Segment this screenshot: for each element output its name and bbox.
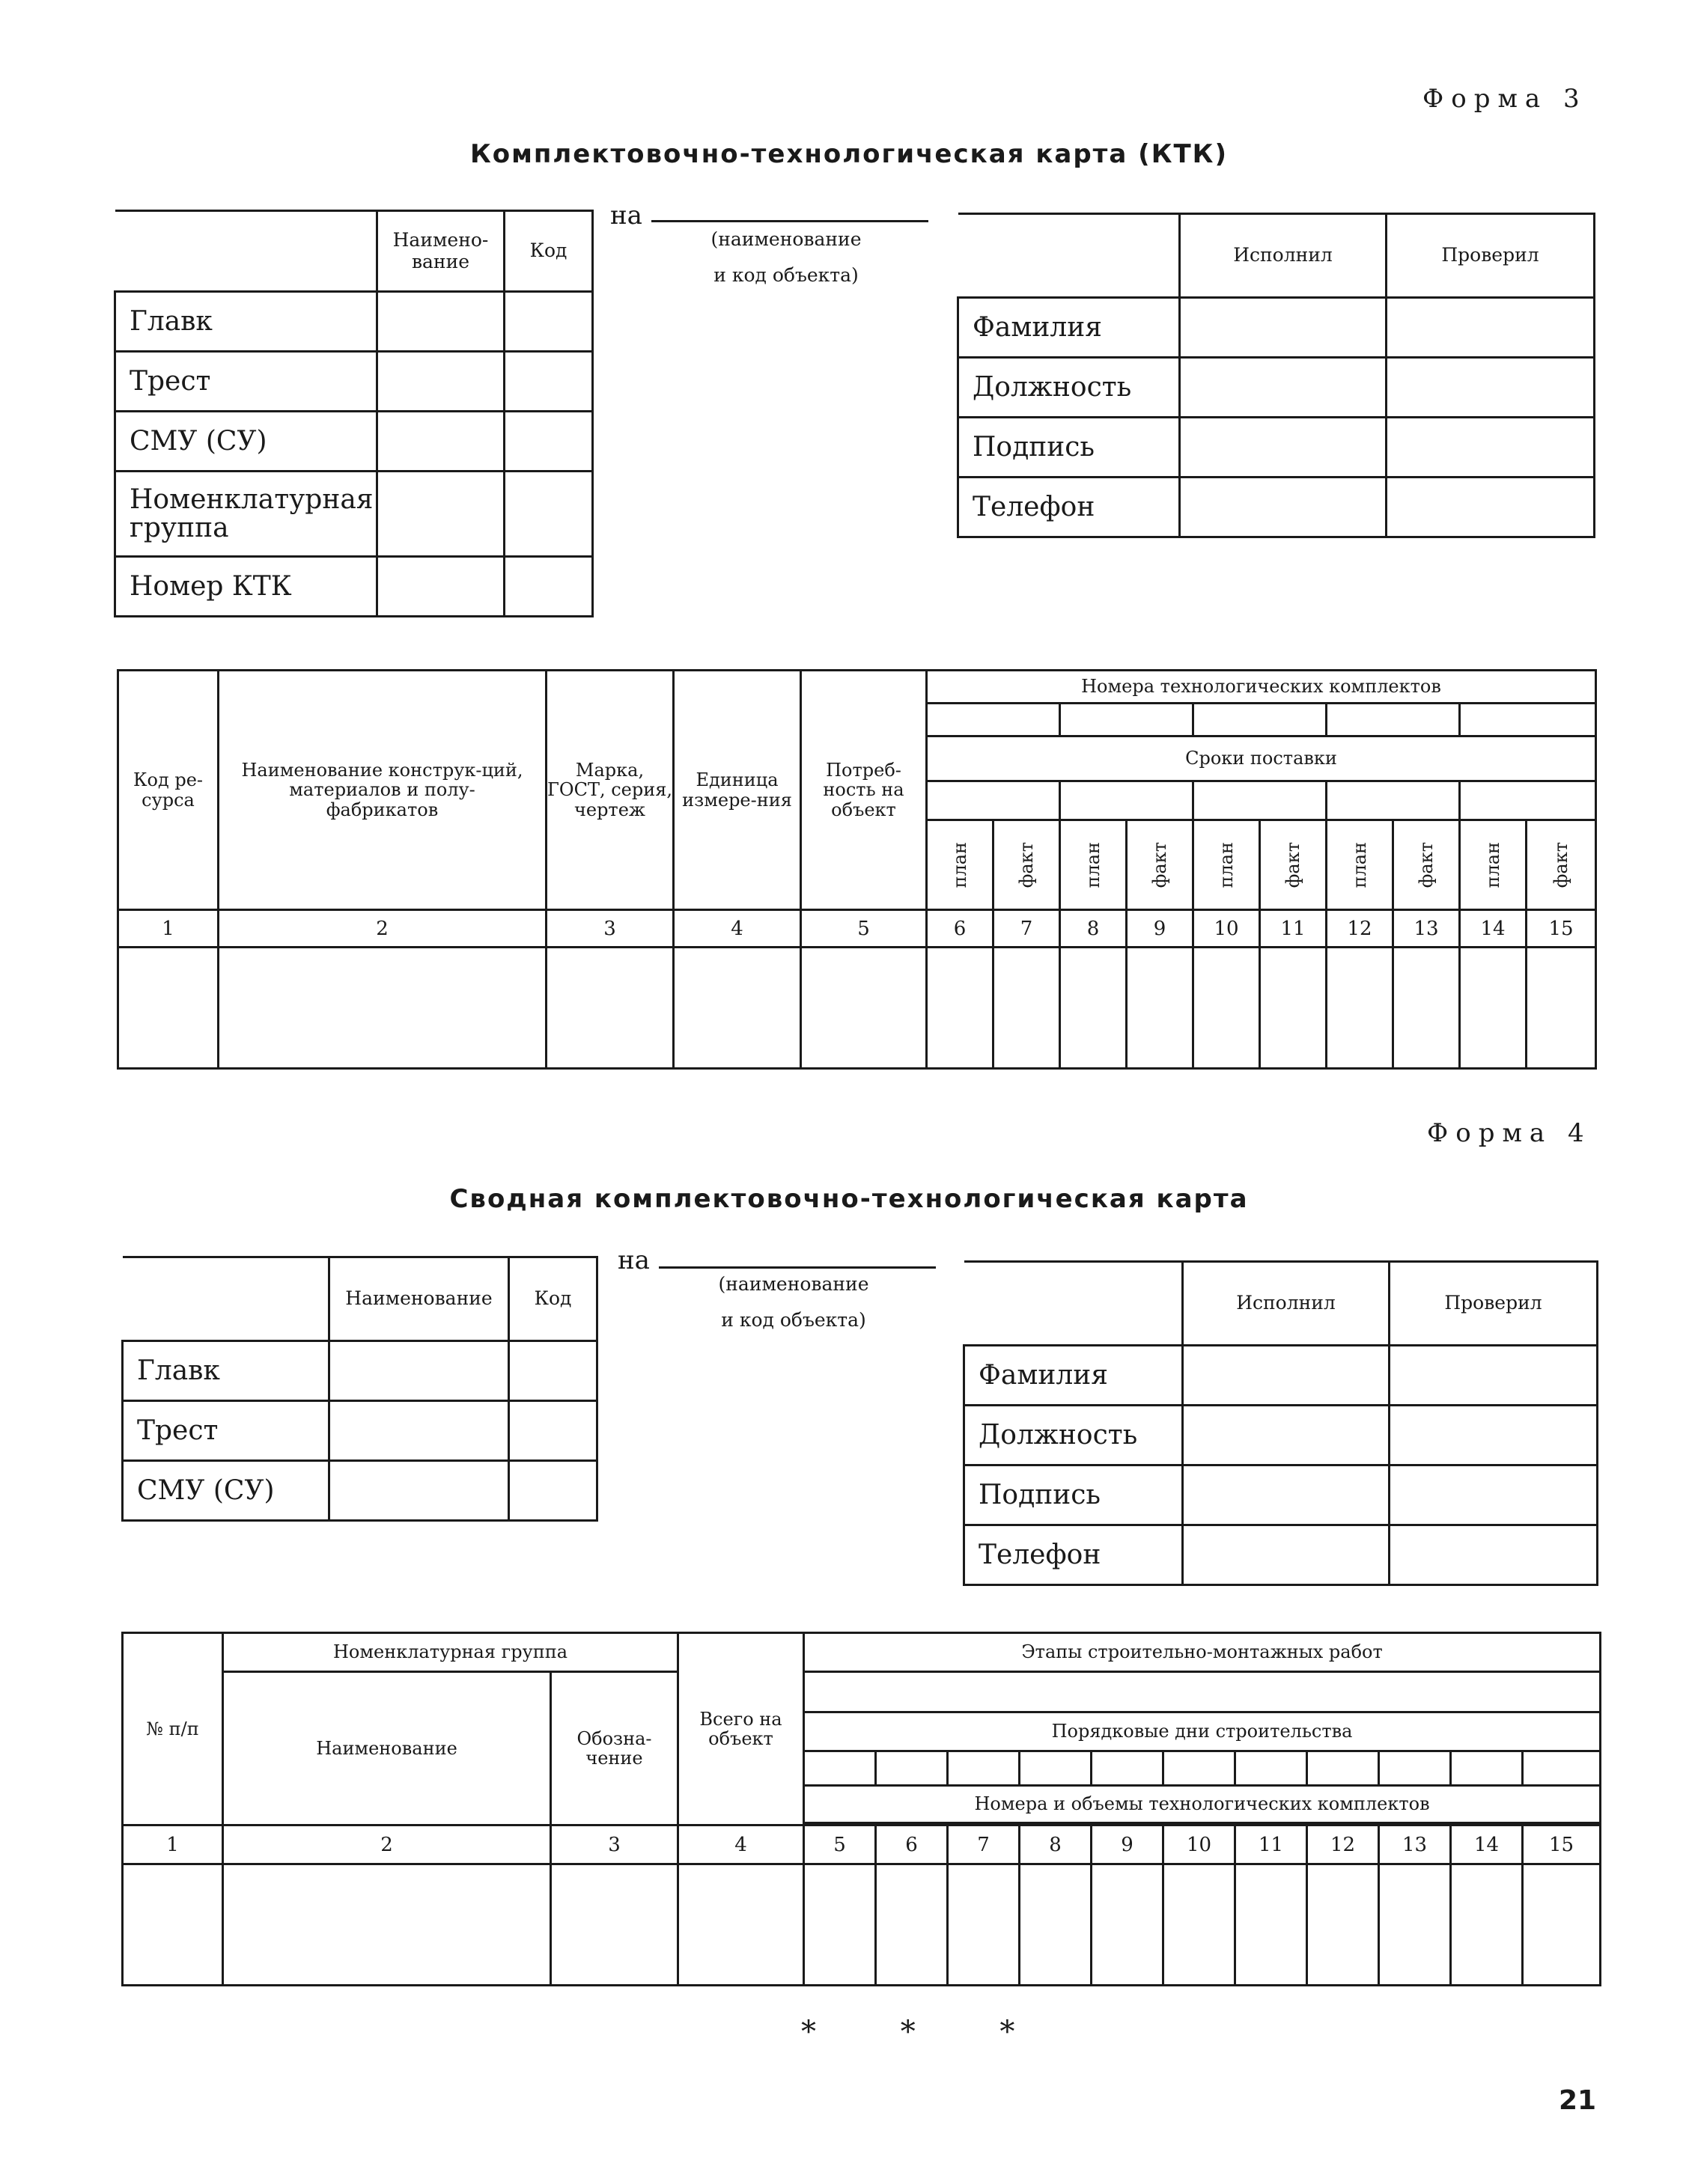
- page-number: 21: [1559, 2085, 1597, 2116]
- form3-kit-number-cell[interactable]: [1193, 704, 1327, 736]
- form4-day-cell[interactable]: [1092, 1751, 1163, 1786]
- form4-day-cell[interactable]: [804, 1751, 876, 1786]
- form4-sign-col-checked: Проверил: [1390, 1262, 1598, 1346]
- form4-sign-cell[interactable]: [1183, 1525, 1390, 1585]
- form4-col-number: 12: [1307, 1825, 1379, 1864]
- form3-fact-label: факт: [1282, 841, 1303, 888]
- form3-org-row: Номенклатурная группа: [115, 472, 377, 557]
- form3-sign-cell[interactable]: [1387, 358, 1595, 418]
- form4-main-table: [121, 1632, 1601, 1986]
- form4-data-cell[interactable]: [1379, 1864, 1451, 1986]
- form4-col-number: 1: [123, 1825, 223, 1864]
- form3-fact-label: факт: [1149, 841, 1170, 888]
- form3-data-cell[interactable]: [118, 948, 219, 1069]
- form4-day-cell[interactable]: [1020, 1751, 1092, 1786]
- form4-sign-row: Фамилия: [964, 1346, 1183, 1406]
- form3-kit-number-cell[interactable]: [1460, 704, 1596, 736]
- form3-data-cell[interactable]: [993, 948, 1060, 1069]
- form3-sign-cell[interactable]: [1180, 418, 1387, 478]
- form3-col-code: Код ре-сурса: [118, 671, 219, 910]
- form3-sign-cell[interactable]: [1180, 358, 1387, 418]
- form4-object-caption: (наименование и код объекта): [718, 1273, 869, 1331]
- form3-term-cell: [1193, 781, 1327, 820]
- form3-data-cell[interactable]: [219, 948, 547, 1069]
- form3-kit-number-cell[interactable]: [927, 704, 1060, 736]
- form4-data-cell[interactable]: [223, 1864, 551, 1986]
- form3-term-cell: [1460, 781, 1596, 820]
- form3-col-number: 3: [547, 910, 674, 948]
- form4-sign-row: Подпись: [964, 1465, 1183, 1525]
- form4-data-cell[interactable]: [1523, 1864, 1601, 1986]
- form4-sign-cell[interactable]: [1390, 1525, 1598, 1585]
- form4-col-designation: Обозна-чение: [551, 1672, 678, 1825]
- form3-sign-cell[interactable]: [1387, 418, 1595, 478]
- form4-col-number: 13: [1379, 1825, 1451, 1864]
- form4-org-row: СМУ (СУ): [123, 1461, 329, 1521]
- form3-term-cell: [1327, 781, 1460, 820]
- form3-col-number: 6: [927, 910, 993, 948]
- form4-col-number: 11: [1235, 1825, 1307, 1864]
- form3-group-numbers: Номера технологических комплектов: [927, 671, 1596, 704]
- form3-term-cell: [1060, 781, 1193, 820]
- form4-sign-table: [963, 1260, 1598, 1586]
- form3-fact-label: факт: [1416, 841, 1437, 888]
- form3-org-col-code: Код: [505, 211, 593, 292]
- form4-org-cell[interactable]: [509, 1401, 597, 1461]
- form4-data-cell[interactable]: [804, 1864, 876, 1986]
- form3-col-number: 12: [1327, 910, 1393, 948]
- form4-col-number: 6: [876, 1825, 948, 1864]
- form4-day-cell[interactable]: [876, 1751, 948, 1786]
- form3-col-number: 7: [993, 910, 1060, 948]
- form3-data-cell[interactable]: [1260, 948, 1327, 1069]
- form3-sign-row: Телефон: [958, 478, 1180, 537]
- form3-org-cell[interactable]: [377, 472, 505, 557]
- form4-day-cell[interactable]: [1235, 1751, 1307, 1786]
- form4-col-total: Всего на объект: [678, 1633, 804, 1825]
- form3-sign-row: Фамилия: [958, 298, 1180, 358]
- form3-org-row: Главк: [115, 292, 377, 352]
- form4-sign-cell[interactable]: [1183, 1465, 1390, 1525]
- form3-col-number: 2: [219, 910, 547, 948]
- form3-org-cell[interactable]: [505, 352, 593, 412]
- form4-org-col-code: Код: [509, 1257, 597, 1341]
- form3-main-table: [117, 669, 1597, 1070]
- form3-org-row: СМУ (СУ): [115, 412, 377, 472]
- form4-data-cell[interactable]: [1451, 1864, 1523, 1986]
- form3-sign-row: Подпись: [958, 418, 1180, 478]
- form3-org-table: [114, 210, 594, 617]
- form4-org-cell[interactable]: [509, 1461, 597, 1521]
- form4-col-number: 2: [223, 1825, 551, 1864]
- form3-label: Форма 3: [1422, 84, 1587, 114]
- form3-sign-row: Должность: [958, 358, 1180, 418]
- form4-data-cell[interactable]: [876, 1864, 948, 1986]
- form4-col-number: 8: [1020, 1825, 1092, 1864]
- form4-sign-cell[interactable]: [1390, 1406, 1598, 1465]
- form3-sign-cell[interactable]: [1387, 298, 1595, 358]
- form3-col-unit: Единица измере-ния: [674, 671, 801, 910]
- form4-label: Форма 4: [1427, 1118, 1592, 1148]
- form3-col-number: 14: [1460, 910, 1527, 948]
- form3-org-cell[interactable]: [377, 292, 505, 352]
- form3-data-cell[interactable]: [1193, 948, 1260, 1069]
- form3-col-number: 4: [674, 910, 801, 948]
- form3-org-cell[interactable]: [377, 352, 505, 412]
- form4-sign-row: Должность: [964, 1406, 1183, 1465]
- form3-org-cell[interactable]: [377, 557, 505, 617]
- form4-col-number: 5: [804, 1825, 876, 1864]
- form3-col-number: 9: [1127, 910, 1193, 948]
- form3-col-number: 13: [1393, 910, 1460, 948]
- form3-col-mark: Марка, ГОСТ, серия, чертеж: [547, 671, 674, 910]
- form3-data-cell[interactable]: [1060, 948, 1127, 1069]
- form4-na: на: [618, 1245, 650, 1275]
- form4-org-row: Трест: [123, 1401, 329, 1461]
- form4-day-cell[interactable]: [1523, 1751, 1601, 1786]
- form4-group-stages: Этапы строительно-монтажных работ: [804, 1633, 1601, 1672]
- form4-sign-cell[interactable]: [1390, 1465, 1598, 1525]
- form3-data-cell[interactable]: [674, 948, 801, 1069]
- form3-data-cell[interactable]: [801, 948, 927, 1069]
- form3-sign-cell[interactable]: [1387, 478, 1595, 537]
- form3-data-cell[interactable]: [1527, 948, 1596, 1069]
- form3-na: на: [610, 201, 642, 231]
- form4-group-kits: Номера и объемы технологических комплектов: [804, 1786, 1601, 1823]
- form4-data-cell[interactable]: [1092, 1864, 1163, 1986]
- form4-sign-cell[interactable]: [1390, 1346, 1598, 1406]
- form4-data-cell[interactable]: [678, 1864, 804, 1986]
- form3-sign-cell[interactable]: [1180, 298, 1387, 358]
- form4-org-cell[interactable]: [329, 1341, 509, 1401]
- form4-day-cell[interactable]: [1451, 1751, 1523, 1786]
- form3-org-cell[interactable]: [377, 412, 505, 472]
- form4-day-cell[interactable]: [948, 1751, 1020, 1786]
- form4-data-cell[interactable]: [123, 1864, 223, 1986]
- form3-plan-label: план: [1216, 841, 1237, 888]
- form3-data-cell[interactable]: [1393, 948, 1460, 1069]
- form4-title: Сводная комплектовочно-технологическая карта: [449, 1184, 1249, 1214]
- form3-col-number: 5: [801, 910, 927, 948]
- form3-org-col-name: Наимено-вание: [377, 211, 505, 292]
- section-separator: * * *: [801, 2015, 1053, 2049]
- form4-data-cell[interactable]: [1235, 1864, 1307, 1986]
- form3-object-caption: (наименование и код объекта): [710, 228, 862, 286]
- form3-col-number: 15: [1527, 910, 1596, 948]
- form4-day-cell[interactable]: [1307, 1751, 1379, 1786]
- form4-col-number: 15: [1523, 1825, 1601, 1864]
- form3-org-cell[interactable]: [505, 292, 593, 352]
- form3-plan-label: план: [1482, 841, 1503, 888]
- form3-plan-label: план: [1083, 841, 1104, 888]
- form4-org-row: Главк: [123, 1341, 329, 1401]
- form3-data-cell[interactable]: [1460, 948, 1527, 1069]
- form4-data-cell[interactable]: [948, 1864, 1020, 1986]
- form3-kit-number-cell[interactable]: [1327, 704, 1460, 736]
- form4-group-nomen: Номенклатурная группа: [223, 1633, 678, 1672]
- form4-col-number: 4: [678, 1825, 804, 1864]
- form3-title: Комплектовочно-технологическая карта (КТК): [469, 139, 1229, 169]
- form3-data-cell[interactable]: [547, 948, 674, 1069]
- form3-sign-col-done: Исполнил: [1180, 214, 1387, 298]
- form4-day-cell[interactable]: [1163, 1751, 1235, 1786]
- form4-group-days: Порядковые дни строительства: [804, 1712, 1601, 1751]
- form3-org-cell[interactable]: [505, 472, 593, 557]
- form4-sign-cell[interactable]: [1183, 1406, 1390, 1465]
- form3-col-number: 8: [1060, 910, 1127, 948]
- form4-col-number: 14: [1451, 1825, 1523, 1864]
- form4-col-number: 7: [948, 1825, 1020, 1864]
- form4-sign-cell[interactable]: [1183, 1346, 1390, 1406]
- form4-org-table: [121, 1256, 598, 1522]
- form4-org-col-name: Наименование: [329, 1257, 509, 1341]
- form4-org-cell[interactable]: [329, 1461, 509, 1521]
- form3-col-number: 1: [118, 910, 219, 948]
- form4-col-number: 3: [551, 1825, 678, 1864]
- form3-fact-label: факт: [1551, 841, 1571, 888]
- form4-col-number: 9: [1092, 1825, 1163, 1864]
- form4-stage-cell[interactable]: [804, 1672, 1601, 1712]
- form4-day-cell[interactable]: [1379, 1751, 1451, 1786]
- form3-org-cell[interactable]: [505, 557, 593, 617]
- form3-col-name: Наименование конструк-ций, материалов и полу-фабрикатов: [219, 671, 547, 910]
- form4-col-num: № п/п: [123, 1633, 223, 1825]
- form3-sign-cell[interactable]: [1180, 478, 1387, 537]
- form3-kit-number-cell[interactable]: [1060, 704, 1193, 736]
- form3-org-row: Трест: [115, 352, 377, 412]
- form4-data-cell[interactable]: [1163, 1864, 1235, 1986]
- form3-col-number: 10: [1193, 910, 1260, 948]
- form3-col-number: 11: [1260, 910, 1327, 948]
- form3-col-need: Потреб-ность на объект: [801, 671, 927, 910]
- form3-data-cell[interactable]: [1127, 948, 1193, 1069]
- form3-org-row: Номер КТК: [115, 557, 377, 617]
- form3-org-cell[interactable]: [505, 412, 593, 472]
- form4-data-cell[interactable]: [551, 1864, 678, 1986]
- form3-fact-label: факт: [1016, 841, 1037, 888]
- form3-data-cell[interactable]: [927, 948, 993, 1069]
- form4-data-cell[interactable]: [1020, 1864, 1092, 1986]
- form4-org-cell[interactable]: [329, 1401, 509, 1461]
- form3-term-cell: [927, 781, 1060, 820]
- form3-group-terms: Сроки поставки: [927, 736, 1596, 781]
- form4-data-cell[interactable]: [1307, 1864, 1379, 1986]
- form3-data-cell[interactable]: [1327, 948, 1393, 1069]
- form4-org-cell[interactable]: [509, 1341, 597, 1401]
- form3-sign-col-checked: Проверил: [1387, 214, 1595, 298]
- form4-col-name: Наименование: [223, 1672, 551, 1825]
- form4-sign-col-done: Исполнил: [1183, 1262, 1390, 1346]
- form4-col-number: 10: [1163, 1825, 1235, 1864]
- form3-sign-table: [957, 213, 1595, 538]
- form3-plan-label: план: [949, 841, 970, 888]
- form3-plan-label: план: [1349, 841, 1370, 888]
- form4-sign-row: Телефон: [964, 1525, 1183, 1585]
